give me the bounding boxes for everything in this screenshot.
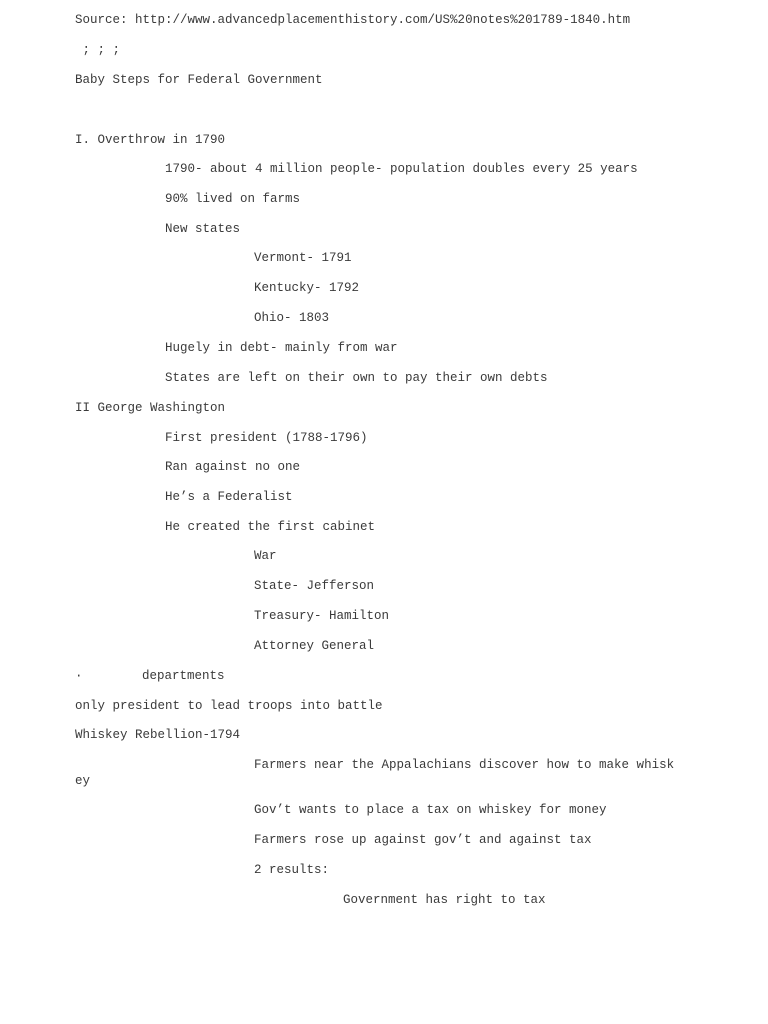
list-item: 1790- about 4 million people- population doubles every 25 years	[165, 162, 638, 176]
list-item: Kentucky- 1792	[254, 281, 360, 295]
section-heading-1: I. Overthrow in 1790	[75, 133, 226, 147]
list-item: Vermont- 1791	[254, 251, 352, 265]
list-item-wrap: ey	[75, 774, 91, 788]
list-item: War	[254, 549, 277, 563]
bullet-icon: ·	[75, 669, 83, 683]
separator-line: ; ; ;	[75, 43, 121, 57]
list-item: State- Jefferson	[254, 579, 375, 593]
source-line: Source: http://www.advancedplacementhistory.com/US%20notes%201789-1840.htm	[75, 13, 631, 27]
list-item: 2 results:	[254, 863, 330, 877]
list-item: only president to lead troops into battle	[75, 699, 383, 713]
list-item: New states	[165, 222, 241, 236]
list-item: First president (1788-1796)	[165, 431, 368, 445]
list-item: Government has right to tax	[343, 893, 546, 907]
list-item: Farmers rose up against gov’t and against tax	[254, 833, 592, 847]
list-item: Hugely in debt- mainly from war	[165, 341, 398, 355]
subsection-heading: Whiskey Rebellion-1794	[75, 728, 241, 742]
list-item: Farmers near the Appalachians discover how to make whisk	[254, 758, 675, 772]
list-item: 90% lived on farms	[165, 192, 301, 206]
document-title: Baby Steps for Federal Government	[75, 73, 323, 87]
list-item: departments	[142, 669, 225, 683]
list-item: Ran against no one	[165, 460, 301, 474]
list-item: Attorney General	[254, 639, 375, 653]
list-item: Treasury- Hamilton	[254, 609, 390, 623]
list-item: He’s a Federalist	[165, 490, 293, 504]
list-item: Gov’t wants to place a tax on whiskey for money	[254, 803, 607, 817]
list-item: States are left on their own to pay their own debts	[165, 371, 548, 385]
list-item: He created the first cabinet	[165, 520, 376, 534]
section-heading-2: II George Washington	[75, 401, 226, 415]
list-item: Ohio- 1803	[254, 311, 330, 325]
